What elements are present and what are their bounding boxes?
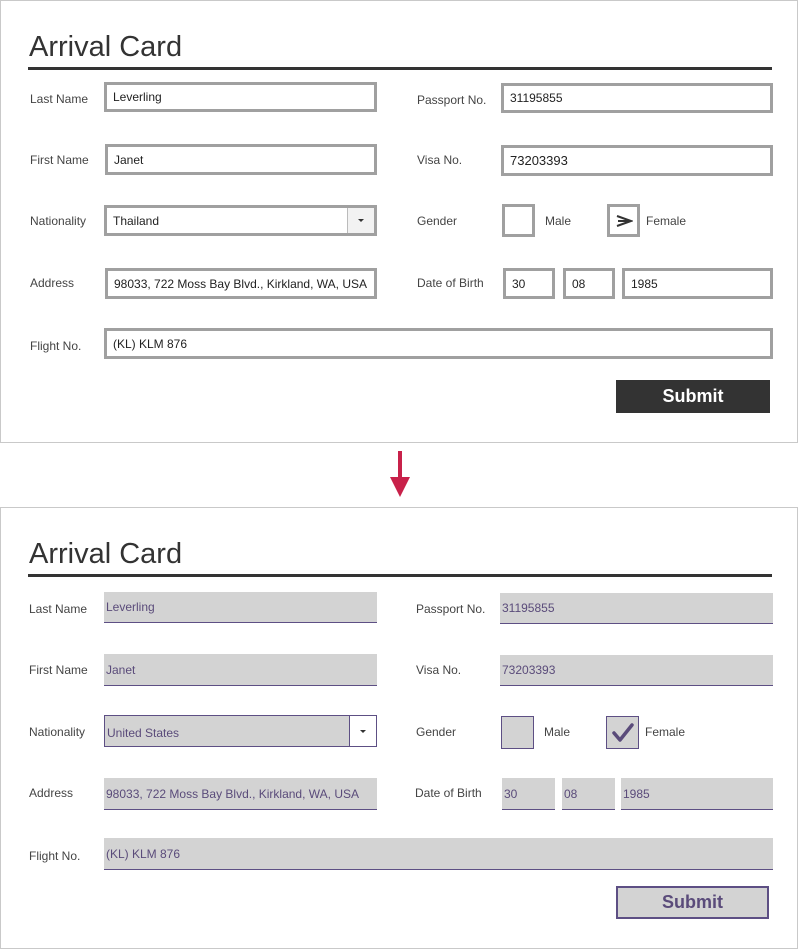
submit-button[interactable]: Submit — [616, 380, 770, 413]
visa-label: Visa No. — [417, 153, 463, 167]
last-name-label: Last Name — [29, 602, 88, 616]
form-title: Arrival Card — [29, 538, 183, 570]
arrow-down-icon — [389, 449, 411, 499]
flight-input[interactable]: (KL) KLM 876 — [104, 838, 773, 870]
nationality-label: Nationality — [30, 214, 87, 228]
dob-year-input[interactable]: 1985 — [622, 268, 773, 299]
address-label: Address — [29, 786, 74, 800]
passport-label: Passport No. — [417, 93, 487, 107]
dob-month-input[interactable]: 08 — [562, 778, 615, 810]
nationality-select[interactable] — [104, 205, 377, 236]
nationality-value: Thailand — [113, 213, 160, 228]
female-label: Female — [646, 214, 687, 228]
chevron-down-icon[interactable] — [349, 716, 376, 746]
dob-label: Date of Birth — [417, 276, 484, 290]
nationality-select[interactable] — [104, 715, 377, 747]
address-input[interactable]: 98033, 722 Moss Bay Blvd., Kirkland, WA, USA — [105, 268, 377, 299]
passport-input[interactable]: 31195855 — [501, 83, 773, 113]
male-checkbox[interactable] — [502, 204, 535, 237]
gender-label: Gender — [417, 214, 458, 228]
address-label: Address — [30, 276, 75, 290]
form-title: Arrival Card — [29, 31, 183, 63]
title-divider — [28, 67, 772, 70]
send-arrow-icon — [615, 214, 633, 228]
passport-label: Passport No. — [416, 602, 486, 616]
dob-day-input[interactable]: 30 — [502, 778, 555, 810]
first-name-input[interactable]: Janet — [104, 654, 377, 686]
checkmark-icon — [611, 722, 635, 744]
dob-month-input[interactable]: 08 — [563, 268, 615, 299]
female-checkbox[interactable] — [607, 204, 640, 237]
first-name-input[interactable]: Janet — [105, 144, 377, 175]
dob-label: Date of Birth — [415, 786, 482, 800]
male-label: Male — [544, 725, 571, 739]
arrival-card-after — [0, 507, 798, 949]
flight-input[interactable]: (KL) KLM 876 — [104, 328, 773, 359]
last-name-input[interactable]: Leverling — [104, 592, 377, 623]
gender-label: Gender — [416, 725, 457, 739]
last-name-label: Last Name — [30, 92, 89, 106]
female-checkbox[interactable] — [606, 716, 639, 749]
visa-input[interactable]: 73203393 — [501, 145, 773, 176]
last-name-input[interactable]: Leverling — [104, 82, 377, 112]
address-input[interactable]: 98033, 722 Moss Bay Blvd., Kirkland, WA, USA — [104, 778, 377, 810]
visa-label: Visa No. — [416, 663, 462, 677]
submit-button[interactable]: Submit — [616, 886, 769, 919]
dob-day-input[interactable]: 30 — [503, 268, 555, 299]
first-name-label: First Name — [30, 153, 89, 167]
nationality-label: Nationality — [29, 725, 86, 739]
visa-input[interactable]: 73203393 — [500, 655, 773, 686]
arrival-card-before — [0, 0, 798, 443]
passport-input[interactable]: 31195855 — [500, 593, 773, 624]
nationality-value: United States — [107, 725, 180, 740]
dob-year-input[interactable]: 1985 — [621, 778, 773, 810]
title-divider — [28, 574, 772, 577]
chevron-down-icon[interactable] — [347, 208, 374, 233]
male-label: Male — [545, 214, 572, 228]
first-name-label: First Name — [29, 663, 88, 677]
female-label: Female — [645, 725, 686, 739]
flight-label: Flight No. — [29, 849, 81, 863]
flight-label: Flight No. — [30, 339, 82, 353]
male-checkbox[interactable] — [501, 716, 534, 749]
